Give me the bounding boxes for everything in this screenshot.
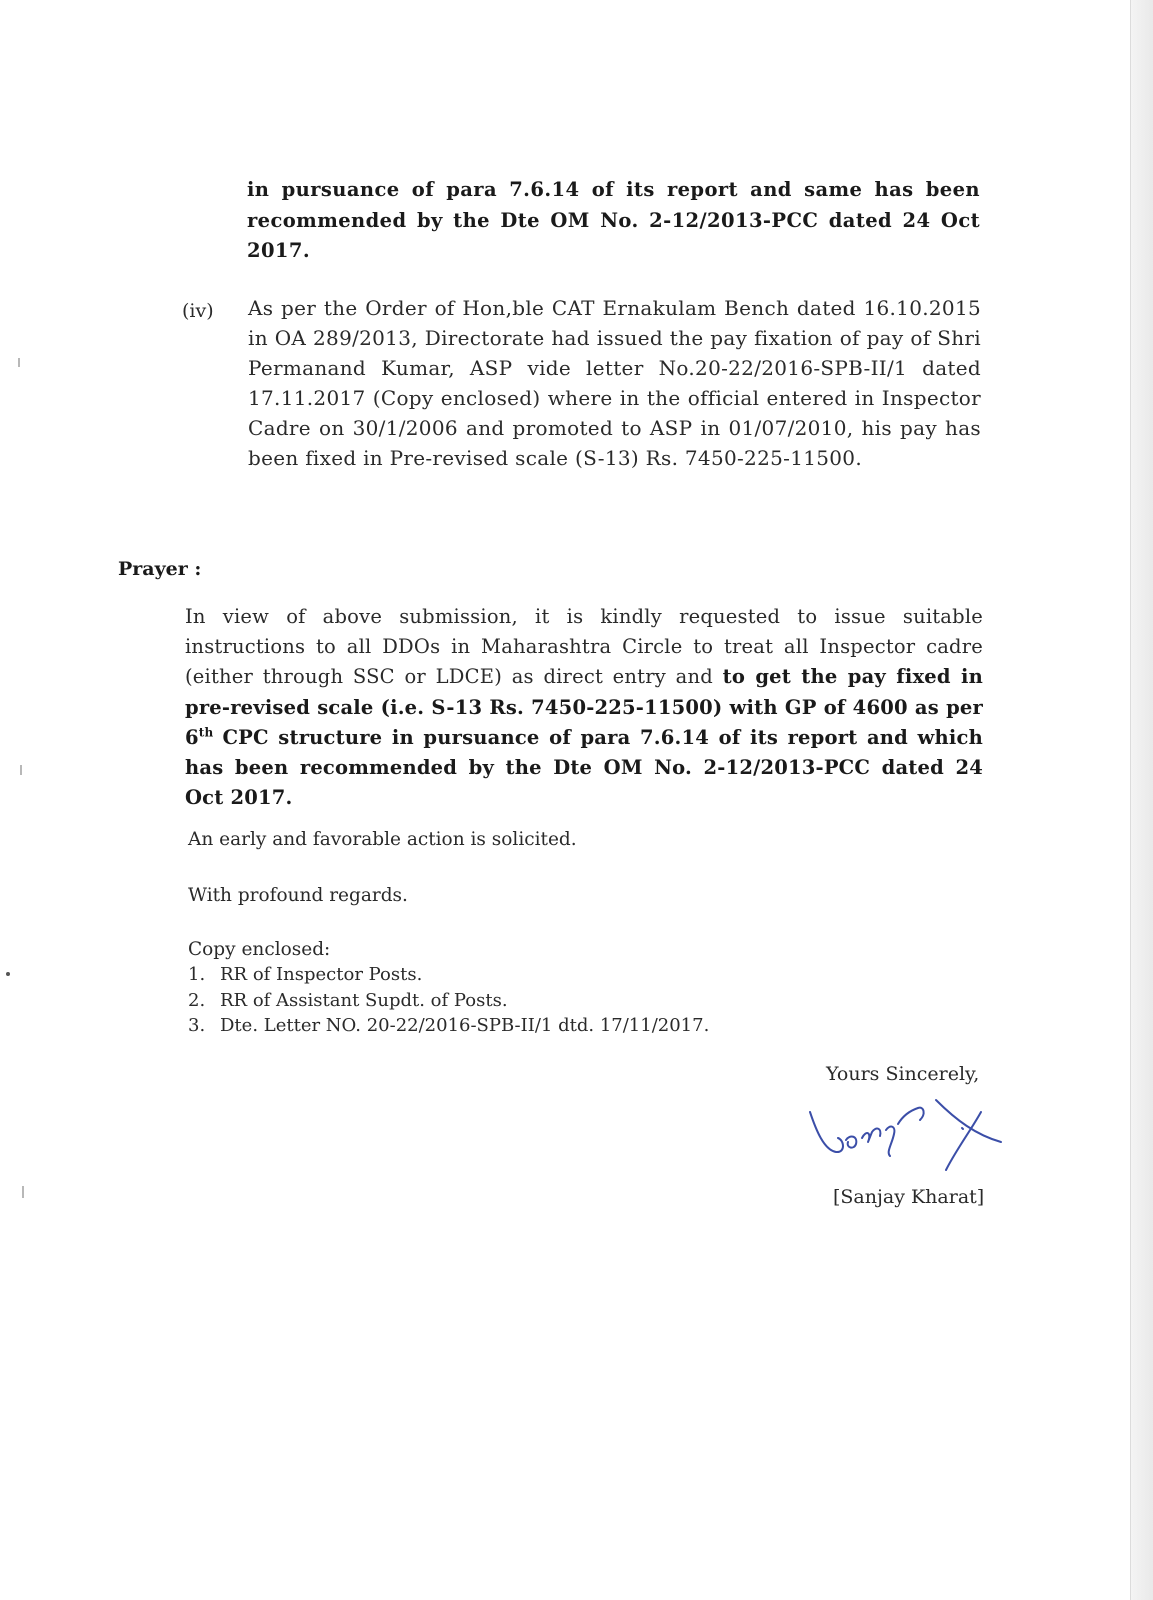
enclosure-text: RR of Inspector Posts. <box>220 964 423 985</box>
page-edge <box>1130 0 1153 1600</box>
copy-enclosed-label: Copy enclosed: <box>188 939 331 960</box>
signature-image <box>806 1090 1011 1175</box>
prayer-text-bold-1: to get the pay fixed in pre-revised scale (i.e. S-13 Rs. 7450-225-11500) with GP of 4600 as per 6 <box>185 665 983 749</box>
continuation-paragraph <box>247 175 980 267</box>
item-iv-text: As per the Order of Hon,ble CAT Ernakulam Bench dated 16.10.2015 in OA 289/2013, Directorate had issued the pay fixation of pay of Shri Permanand Kumar, ASP vide letter No.20-22/2016-SPB-II/1 dated 17.11.2017 (Copy enclosed) where in the official entered in Inspector Cadre on 30/1/2006 and promoted to ASP in 01/07/2010, his pay has been fixed in Pre-revised scale (S-13) Rs. 7450-225-11500. <box>248 296 981 470</box>
enclosure-item <box>188 962 709 988</box>
prayer-text-superscript: th <box>198 725 214 740</box>
enclosure-number: 2. <box>188 989 206 1011</box>
enclosure-number: 3. <box>188 1015 206 1036</box>
enclosure-item <box>188 1013 709 1039</box>
enclosure-number: 1. <box>188 964 206 985</box>
prayer-text-bold-2: CPC structure in pursuance of para 7.6.14 of its report and which has been recommended by the Dte OM No. 2-12/2013-PCC dated 24 Oct 2017. <box>185 725 983 810</box>
early-action-line: An early and favorable action is solicited. <box>188 829 577 850</box>
prayer-paragraph <box>185 602 983 813</box>
enclosure-text: RR of Assistant Supdt. of Posts. <box>220 989 508 1011</box>
prayer-text-normal: In view of above submission, it is kindly requested to issue suitable instructions to all DDOs in Maharashtra Circle to treat all Inspector cadre (either through SSC or LDCE) as direct entry and <box>185 605 983 689</box>
scan-mark <box>22 1186 24 1198</box>
regards-line: With profound regards. <box>188 885 408 906</box>
enclosure-list <box>188 962 709 1039</box>
continuation-text: in pursuance of para 7.6.14 of its report and same has been recommended by the Dte OM No. 2-12/2013-PCC dated 24 Oct 2017. <box>247 178 980 262</box>
prayer-heading: Prayer : <box>118 558 202 580</box>
enclosure-text: Dte. Letter NO. 20-22/2016-SPB-II/1 dtd. 17/11/2017. <box>220 1015 710 1036</box>
enclosure-item <box>188 988 709 1014</box>
scan-dot <box>6 972 10 976</box>
item-iv-paragraph <box>248 293 981 473</box>
item-iv-label: (iv) <box>182 300 214 322</box>
signatory-name: [Sanjay Kharat] <box>833 1186 985 1208</box>
scan-mark <box>20 765 22 775</box>
scan-mark <box>18 358 20 367</box>
yours-sincerely: Yours Sincerely, <box>826 1063 980 1085</box>
